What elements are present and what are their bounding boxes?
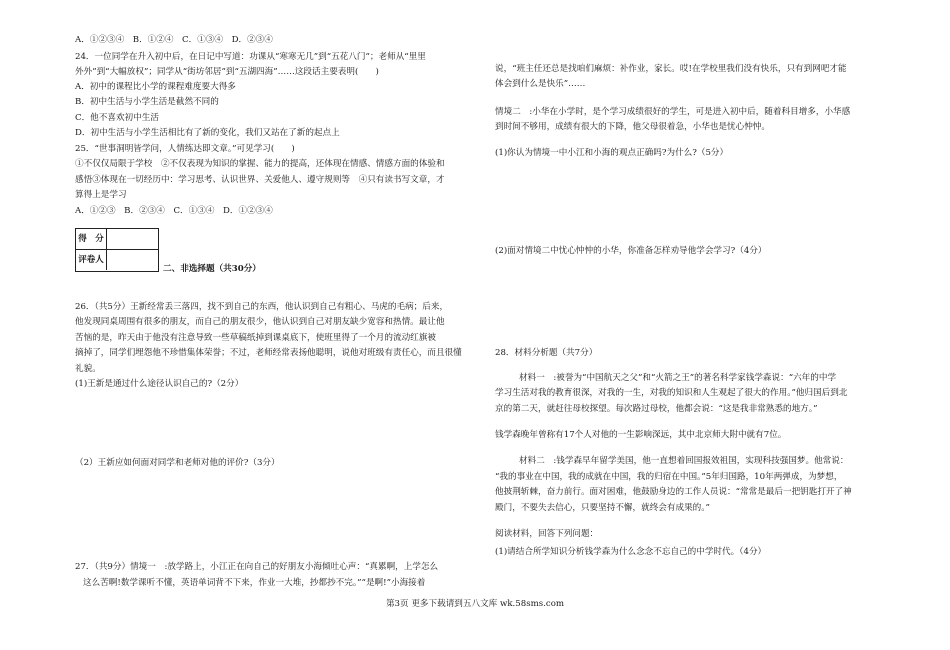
q26-sub-2: （2）王新应如何面对同学和老师对他的评价?（3分） — [75, 458, 280, 468]
material2-line-2: “我的事业在中国，我的成就在中国，我的归宿在中国。”5年归国路，10年两弹成，为梦想， — [495, 472, 843, 482]
q28-sub-1: (1)请结合所学知识分析钱学森为什么念念不忘自己的中学时代。（4分） — [495, 547, 767, 557]
scene1-cont-line-2: 体会到什么是快乐”…… — [495, 79, 586, 89]
score-label: 得 分 — [76, 229, 107, 249]
q25-options: A．①②③ B．②③④ C．①③④ D．①②③④ — [75, 206, 273, 216]
q24-option-a: A．初中的课程比小学的课程难度要大得多 — [75, 82, 236, 92]
material2-line-4: 殿门，不要失去信心，只要坚持不懈，就终会有成果的。” — [495, 503, 710, 513]
q27-sub-1: (1)你认为情境一中小江和小海的观点正确吗?为什么?（5分） — [495, 148, 729, 158]
score-table — [75, 228, 159, 272]
q24-option-d: D．初中生活与小学生活相比有了新的变化，我们又站在了新的起点上 — [75, 128, 340, 138]
read-instruction: 阅读材料，回答下列问题： — [495, 529, 599, 539]
q26-line-2: 他发现同桌周围有很多的朋友，而自己的朋友很少，他认识到自己对朋友缺少宽容和热情。最让他 — [75, 317, 445, 327]
q26-line-3: 苦恼的是，昨天由于他没有注意导致一些草稿纸掉到课桌底下，使班里得了一个月的流动红旗被 — [75, 333, 436, 343]
section-heading: 二、非选择题（共30分） — [163, 264, 261, 274]
left-column — [75, 0, 505, 650]
grader-label: 评卷人 — [76, 250, 107, 270]
q25-line-1: 25．“世事洞明皆学问，人情练达即文章。”可见学习( ) — [75, 144, 295, 154]
material1-line-2: 学习生活对我的教育很深，对我的一生，对我的知识和人生观起了很大的作用。”他归国后到北 — [495, 388, 848, 398]
material2-line-3: 他披荆斩棘，奋力前行。面对困难，他鼓励身边的工作人员说：“常常是最后一把钥匙打开了神 — [495, 487, 852, 497]
q23-options: A．①②③④ B．①②④ C．①③④ D．②③④ — [75, 35, 273, 45]
q25-line-4: 算得上是学习 — [75, 190, 127, 200]
q26-line-5: 礼貌。 — [75, 364, 101, 374]
material1-line-1: 材料一 :被誉为“中国航天之父”和“火箭之王”的著名科学家钱学森说：“六年的中学 — [519, 373, 837, 383]
q27-sub-2: (2)面对情境二中忧心忡忡的小华，你准备怎样劝导他学会学习?（4分） — [495, 246, 767, 256]
q26-sub-1: (1)王新是通过什么途径认识自己的?（2分） — [75, 379, 244, 389]
q27-line-1: 27．（共9分）情境一 :放学路上，小江正在向自己的好朋友小海倾吐心声：“真累啊，上学怎么 — [75, 562, 439, 572]
q26-line-1: 26．（共5分）王新经常丢三落四，找不到自己的东西，他认识到自己有粗心、马虎的毛病；后来， — [75, 302, 449, 312]
q24-option-b: B．初中生活与小学生活是截然不同的 — [75, 97, 219, 107]
q25-line-2: ①不仅仅局限于学校 ②不仅表现为知识的掌握、能力的提高，还体现在情感、情感方面的体验和 — [75, 159, 445, 169]
score-row — [76, 229, 158, 250]
q24-option-c: C．他不喜欢初中生活 — [75, 113, 159, 123]
q24-line-1: 24．一位同学在升入初中后，在日记中写道：功课从“寒寒无几”到“五花八门”；老师从“里里 — [75, 52, 426, 62]
material1-note: 钱学森晚年曾称有17个人对他的一生影响深远，其中北京师大附中就有7位。 — [495, 430, 787, 440]
page-footer: 第3页 更多下载请到五八文库 wk.58sms.com — [385, 599, 565, 609]
material1-line-3: 京的第二天，就赶往母校探望。每次路过母校，他都会说：“这是我非常熟悉的地方。” — [495, 404, 818, 414]
scene1-cont-line-1: 说，“班主任还总是找咱们麻烦：补作业，家长。哎!在学校里我们没有快乐，只有到网吧才能 — [495, 64, 847, 74]
scene2-line-2: 到时间不够用，成绩有很大的下降，他父母很着急，小华也是忧心忡忡。 — [495, 122, 771, 132]
scene2-line-1: 情境二 :小华在小学时，是个学习成绩很好的学生，可是进入初中后，随着科目增多，小华感 — [495, 107, 851, 117]
q26-line-4: 摘掉了，同学们埋怨他不珍惜集体荣誉；不过，老师经常表扬他聪明，说他对班级有责任心，而且很懂 — [75, 348, 462, 358]
material2-line-1: 材料二 :钱学森早年留学美国，他一直想着回国报效祖国，实现科技强国梦。他常说： — [519, 456, 849, 466]
right-column — [495, 0, 925, 650]
q25-line-3: 感悟③体现在一切经历中：学习思考、认识世界、关爱他人、遵守规则等 ④只有读书写文章，才 — [75, 175, 445, 185]
q28-heading: 28．材料分析题（共7分） — [495, 348, 598, 358]
grader-row — [76, 250, 158, 270]
q27-line-2: 这么苦啊!数学课听不懂，英语单词背不下来，作业一大堆，抄都抄不完。”“是啊!”小海接着 — [83, 578, 426, 588]
q24-line-2: 外外”到“大幅放权”；同学从“街坊邻居”到“五湖四海”……这段话主要表明( ) — [75, 67, 379, 77]
